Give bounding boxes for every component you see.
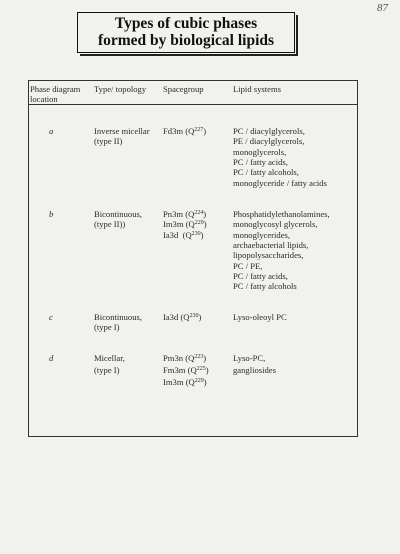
spacegroup-number: 229 xyxy=(194,220,204,227)
spacegroup-entry xyxy=(163,353,206,363)
spacegroup-name: Pn3m xyxy=(163,209,184,219)
cubic-phase-table xyxy=(28,80,358,437)
row-type-line1: Inverse micellar xyxy=(94,126,150,136)
lipid-entry: PC / fatty acids, xyxy=(233,270,288,281)
header-type: Type/ topology xyxy=(94,84,147,94)
lipid-entry: PE / diacylglycerols, xyxy=(233,136,305,147)
header-spacegroup: Spacegroup xyxy=(163,84,204,94)
page-title xyxy=(77,12,295,53)
row-location: c xyxy=(49,312,53,322)
spacegroup-name: Pm3n xyxy=(163,353,184,363)
spacegroup-code: (Q xyxy=(182,229,192,240)
spacegroup-number: 230 xyxy=(189,313,199,319)
lipid-entry: PC / PE, xyxy=(233,260,263,271)
row-type-line2: (type I) xyxy=(94,365,120,375)
spacegroup-name: Im3m xyxy=(163,377,184,387)
lipid-entry: Phosphatidylethanolamines, xyxy=(233,209,330,219)
spacegroup-code: (Q xyxy=(187,365,197,375)
spacegroup-code: (Q xyxy=(185,126,195,136)
spacegroup-entry xyxy=(163,377,207,387)
spacegroup-number: 224 xyxy=(194,210,204,216)
spacegroup-entry xyxy=(163,230,204,240)
title-line-2: formed by biological lipids xyxy=(97,32,275,49)
row-location: d xyxy=(49,353,54,363)
header-location-line1: Phase diagram xyxy=(30,84,81,94)
spacegroup-number: 230 xyxy=(191,230,201,237)
lipid-entry: monoglycerides, xyxy=(233,229,291,240)
spacegroup-close: ) xyxy=(198,312,202,322)
spacegroup-number: 223 xyxy=(194,354,204,360)
spacegroup-code: (Q xyxy=(185,377,195,387)
lipid-entry: PC / diacylglycerols, xyxy=(233,126,305,136)
lipid-entry: PC / fatty alcohols xyxy=(233,281,297,292)
spacegroup-close: ) xyxy=(203,353,207,363)
spacegroup-name: Ia3d xyxy=(163,229,179,240)
spacegroup-number: 229 xyxy=(194,378,204,384)
spacegroup-code: (Q xyxy=(185,219,195,230)
row-type-line1: Bicontinuous, xyxy=(94,312,142,322)
spacegroup-code: (Q xyxy=(185,353,195,363)
lipid-entry: gangliosides xyxy=(233,365,276,375)
spacegroup-close: ) xyxy=(203,209,207,219)
row-type-line2: (type I) xyxy=(94,322,120,333)
lipid-entry: Lyso-oleoyl PC xyxy=(233,312,287,322)
spacegroup-name: Fm3m xyxy=(163,365,186,375)
spacegroup-name: Im3m xyxy=(163,219,184,230)
spacegroup-name: Ia3d xyxy=(163,312,179,322)
spacegroup-number: 225 xyxy=(196,366,206,372)
lipid-entry: PC / fatty alcohols, xyxy=(233,167,299,178)
lipid-entry: monoglycerols, xyxy=(233,146,287,157)
lipid-entry: Lyso-PC, xyxy=(233,353,266,363)
row-type-line1: Micellar, xyxy=(94,353,125,363)
spacegroup-number: 227 xyxy=(194,127,204,133)
spacegroup-code: (Q xyxy=(180,312,190,322)
spacegroup-name: Fd3m xyxy=(163,126,184,136)
header-location-line2: location xyxy=(30,94,58,104)
title-line-1: Types of cubic phases xyxy=(114,15,258,32)
spacegroup-close: ) xyxy=(203,126,207,136)
row-type-line2: (type II) xyxy=(94,136,123,147)
spacegroup-entry xyxy=(163,126,206,136)
lipid-entry: monoglycosyl glycerols, xyxy=(233,219,318,230)
spacegroup-close: ) xyxy=(200,229,204,240)
spacegroup-code: (Q xyxy=(185,209,195,219)
spacegroup-entry xyxy=(163,312,201,322)
row-type-line1: Bicontinuous, xyxy=(94,209,142,219)
spacegroup-close: ) xyxy=(205,365,209,375)
row-type-line2: (type II)) xyxy=(94,219,126,230)
lipid-entry: lipopolysaccharides, xyxy=(233,250,304,261)
spacegroup-entry xyxy=(163,219,207,229)
table-header-row xyxy=(29,81,357,105)
page-number-mark: 87 xyxy=(377,2,388,14)
lipid-entry: monoglyceride / fatty acids xyxy=(233,177,327,188)
spacegroup-entry xyxy=(163,209,206,219)
row-location: b xyxy=(49,209,54,219)
row-location: a xyxy=(49,126,54,136)
lipid-entry: archaebacterial lipids, xyxy=(233,239,309,250)
spacegroup-close: ) xyxy=(203,377,207,387)
spacegroup-close: ) xyxy=(203,219,207,230)
spacegroup-entry xyxy=(163,365,209,375)
lipid-entry: PC / fatty acids, xyxy=(233,156,288,167)
header-lipids: Lipid systems xyxy=(233,84,281,94)
